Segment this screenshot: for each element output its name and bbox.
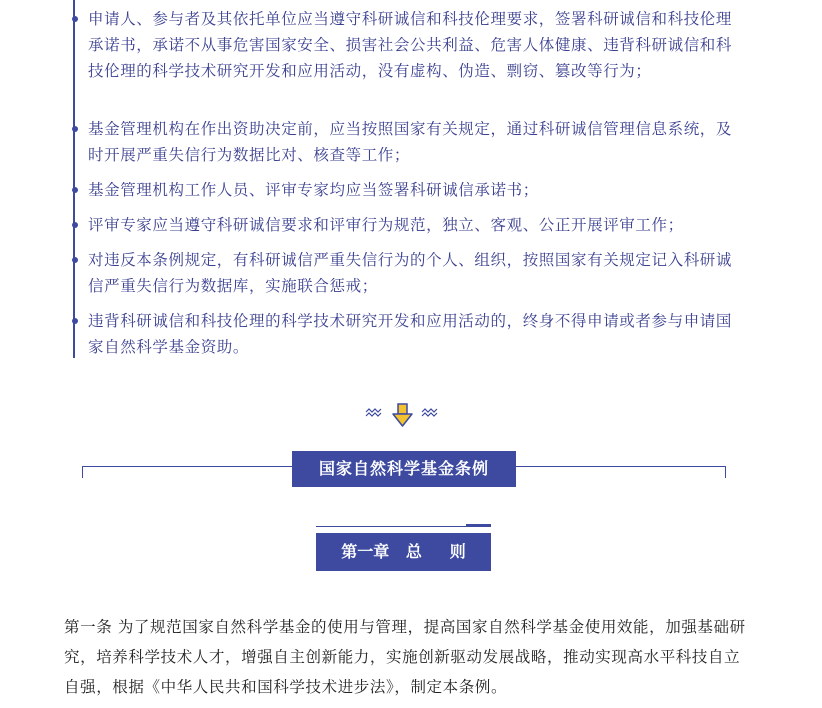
list-item (88, 116, 748, 168)
down-arrow-divider (362, 400, 444, 432)
bullet-dot (72, 16, 78, 22)
list-item (88, 212, 748, 238)
wave-right-icon (422, 409, 437, 416)
bullet-text: 申请人、参与者及其依托单位应当遵守科研诚信和科技伦理要求，签署科研诚信和科技伦理承诺书，承诺不从事危害国家安全、损害社会公共利益、危害人体健康、违背科研诚信和科技伦理的科学技术研究开发和应用活动，没有虚构、伪造、剽窃、篡改等行为； (88, 10, 733, 80)
chapter-title: 第一章 总 则 (316, 533, 491, 571)
bullet-text: 基金管理机构在作出资助决定前，应当按照国家有关规定，通过科研诚信管理信息系统，及时开展严重失信行为数据比对、核查等工作； (88, 120, 733, 164)
article-paragraph: 第一条 为了规范国家自然科学基金的使用与管理，提高国家自然科学基金使用效能，加强基础研究，培养科学技术人才，增强自主创新能力，实施创新驱动发展战略，推动实现高水平科技自立自强，根据《中华人民共和国科学技术进步法》，制定本条例。 (64, 618, 746, 696)
timeline-line (73, 0, 75, 358)
chapter-rule (316, 526, 466, 527)
wave-left-icon (366, 409, 381, 416)
bullet-dot (72, 222, 78, 228)
bullet-dot (72, 318, 78, 324)
section-title-banner: 国家自然科学基金条例 (292, 451, 516, 487)
bullet-text: 违背科研诚信和科技伦理的科学技术研究开发和应用活动的，终身不得申请或者参与申请国家自然科学基金资助。 (88, 312, 733, 356)
bullet-text: 基金管理机构工作人员、评审专家均应当签署科研诚信承诺书； (88, 181, 539, 199)
bullet-text: 评审专家应当遵守科研诚信要求和评审行为规范，独立、客观、公正开展评审工作； (88, 216, 684, 234)
bullet-dot (72, 257, 78, 263)
list-item (88, 6, 748, 84)
list-item (88, 308, 748, 360)
bullet-dot (72, 126, 78, 132)
chapter-accent (466, 524, 491, 527)
list-item (88, 177, 748, 203)
bullet-dot (72, 187, 78, 193)
arrow-down-icon (393, 404, 412, 426)
list-item (88, 247, 748, 299)
bullet-text: 对违反本条例规定，有科研诚信严重失信行为的个人、组织，按照国家有关规定记入科研诚信严重失信行为数据库，实施联合惩戒； (88, 251, 733, 295)
